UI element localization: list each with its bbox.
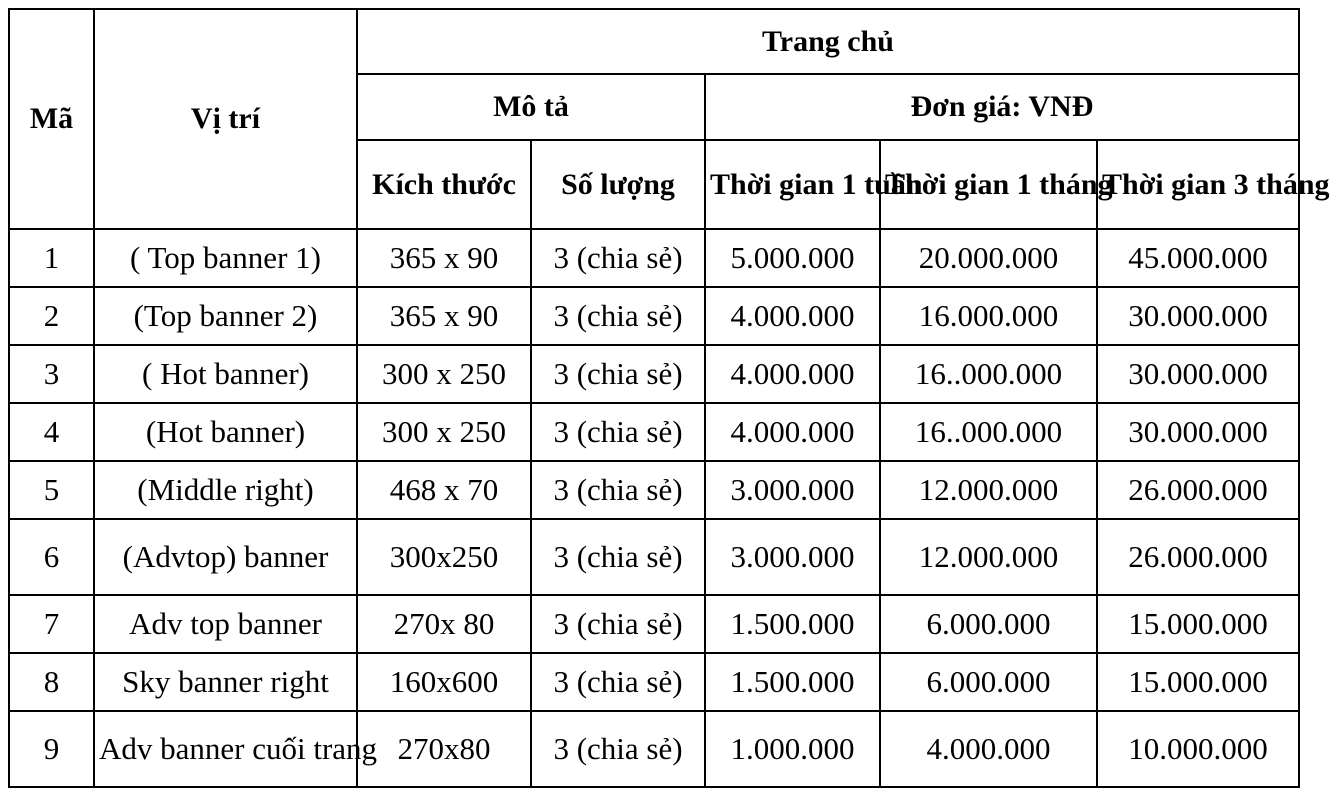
cell-so-luong: 3 (chia sẻ): [531, 229, 705, 287]
cell-ma: 2: [9, 287, 94, 345]
cell-kich-thuoc: 300 x 250: [357, 345, 531, 403]
cell-vi-tri: Adv banner cuối trang: [94, 711, 357, 787]
header-thoi-gian-1-thang: Thời gian 1 tháng: [880, 140, 1097, 229]
header-mo-ta: Mô tả: [357, 74, 705, 140]
cell-ma: 7: [9, 595, 94, 653]
cell-gia-1-tuan: 4.000.000: [705, 345, 880, 403]
cell-gia-3-thang: 26.000.000: [1097, 519, 1299, 595]
header-row-1: [9, 9, 1299, 74]
cell-gia-1-tuan: 4.000.000: [705, 403, 880, 461]
price-table-page: [8, 8, 1330, 790]
header-so-luong: Số lượng: [531, 140, 705, 229]
table-row: [9, 595, 1299, 653]
cell-so-luong: 3 (chia sẻ): [531, 711, 705, 787]
cell-so-luong: 3 (chia sẻ): [531, 519, 705, 595]
cell-gia-3-thang: 10.000.000: [1097, 711, 1299, 787]
header-kich-thuoc: Kích thước: [357, 140, 531, 229]
table-row: [9, 403, 1299, 461]
cell-gia-3-thang: 30.000.000: [1097, 403, 1299, 461]
table-row: [9, 653, 1299, 711]
cell-so-luong: 3 (chia sẻ): [531, 287, 705, 345]
cell-kich-thuoc: 365 x 90: [357, 287, 531, 345]
cell-ma: 3: [9, 345, 94, 403]
cell-gia-1-thang: 12.000.000: [880, 461, 1097, 519]
table-row: [9, 461, 1299, 519]
cell-so-luong: 3 (chia sẻ): [531, 345, 705, 403]
cell-gia-1-thang: 16.000.000: [880, 287, 1097, 345]
cell-gia-3-thang: 15.000.000: [1097, 653, 1299, 711]
cell-gia-1-tuan: 5.000.000: [705, 229, 880, 287]
cell-gia-3-thang: 30.000.000: [1097, 345, 1299, 403]
header-trang-chu: Trang chủ: [357, 9, 1299, 74]
cell-kich-thuoc: 300x250: [357, 519, 531, 595]
cell-gia-1-thang: 16..000.000: [880, 345, 1097, 403]
cell-ma: 5: [9, 461, 94, 519]
header-don-gia: Đơn giá: VNĐ: [705, 74, 1299, 140]
cell-gia-1-tuan: 1.000.000: [705, 711, 880, 787]
cell-gia-1-thang: 6.000.000: [880, 653, 1097, 711]
cell-vi-tri: (Top banner 2): [94, 287, 357, 345]
cell-vi-tri: Sky banner right: [94, 653, 357, 711]
cell-kich-thuoc: 365 x 90: [357, 229, 531, 287]
cell-gia-1-tuan: 3.000.000: [705, 519, 880, 595]
cell-ma: 1: [9, 229, 94, 287]
cell-gia-1-tuan: 1.500.000: [705, 595, 880, 653]
cell-kich-thuoc: 270x 80: [357, 595, 531, 653]
header-thoi-gian-1-tuan: Thời gian 1 tuần: [705, 140, 880, 229]
table-row: [9, 287, 1299, 345]
cell-so-luong: 3 (chia sẻ): [531, 403, 705, 461]
header-ma: Mã: [9, 9, 94, 229]
cell-gia-1-thang: 4.000.000: [880, 711, 1097, 787]
cell-gia-3-thang: 15.000.000: [1097, 595, 1299, 653]
cell-vi-tri: ( Hot banner): [94, 345, 357, 403]
cell-so-luong: 3 (chia sẻ): [531, 595, 705, 653]
cell-vi-tri: (Middle right): [94, 461, 357, 519]
cell-gia-1-tuan: 1.500.000: [705, 653, 880, 711]
cell-gia-1-thang: 20.000.000: [880, 229, 1097, 287]
cell-ma: 9: [9, 711, 94, 787]
cell-gia-1-thang: 6.000.000: [880, 595, 1097, 653]
cell-vi-tri: ( Top banner 1): [94, 229, 357, 287]
cell-gia-1-thang: 12.000.000: [880, 519, 1097, 595]
header-vi-tri: Vị trí: [94, 9, 357, 229]
cell-kich-thuoc: 300 x 250: [357, 403, 531, 461]
cell-gia-1-thang: 16..000.000: [880, 403, 1097, 461]
cell-kich-thuoc: 160x600: [357, 653, 531, 711]
cell-ma: 8: [9, 653, 94, 711]
cell-so-luong: 3 (chia sẻ): [531, 461, 705, 519]
header-thoi-gian-3-thang: Thời gian 3 tháng: [1097, 140, 1299, 229]
table-row: [9, 519, 1299, 595]
cell-kich-thuoc: 468 x 70: [357, 461, 531, 519]
cell-gia-1-tuan: 3.000.000: [705, 461, 880, 519]
cell-vi-tri: (Hot banner): [94, 403, 357, 461]
cell-vi-tri: (Advtop) banner: [94, 519, 357, 595]
cell-vi-tri: Adv top banner: [94, 595, 357, 653]
cell-kich-thuoc: 270x80: [357, 711, 531, 787]
cell-gia-1-tuan: 4.000.000: [705, 287, 880, 345]
cell-gia-3-thang: 45.000.000: [1097, 229, 1299, 287]
cell-gia-3-thang: 30.000.000: [1097, 287, 1299, 345]
table-row: [9, 229, 1299, 287]
cell-gia-3-thang: 26.000.000: [1097, 461, 1299, 519]
cell-so-luong: 3 (chia sẻ): [531, 653, 705, 711]
cell-ma: 4: [9, 403, 94, 461]
advertising-price-table: [8, 8, 1330, 788]
table-row: [9, 711, 1299, 787]
cell-ma: 6: [9, 519, 94, 595]
table-row: [9, 345, 1299, 403]
